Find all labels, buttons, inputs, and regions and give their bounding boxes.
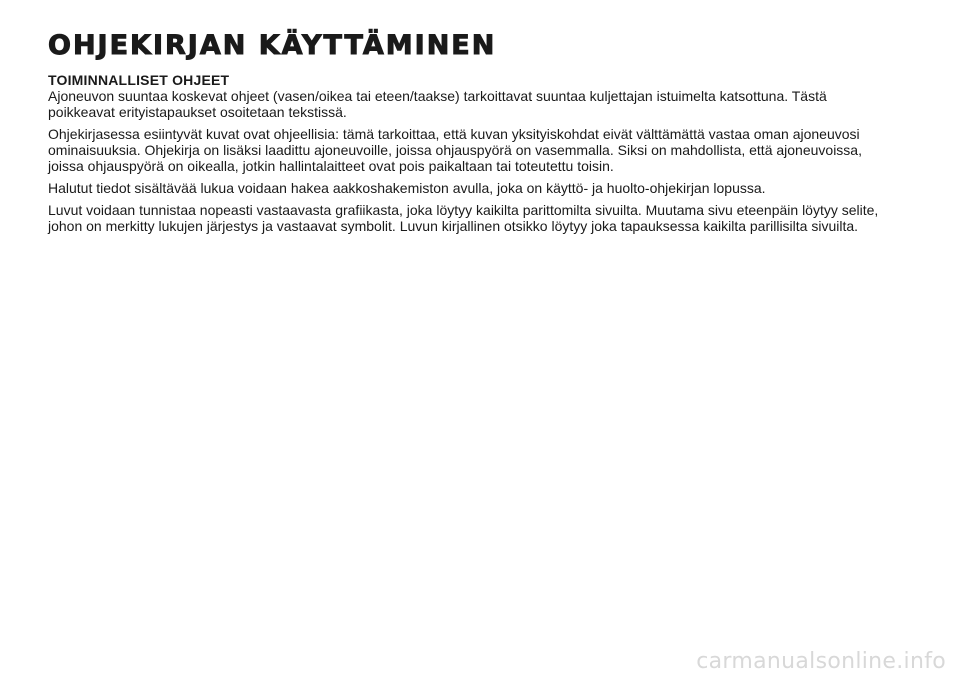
watermark: carmanualsonline.info <box>696 649 946 674</box>
paragraph-chapters: Luvut voidaan tunnistaa nopeasti vastaavasta grafiikasta, joka löytyy kaikilta parittomilta sivuilta. Muutama sivu eteenpäin löytyy selite, johon on merkitty lukujen järjestys ja vastaavat symbolit. Luvun kirjallinen otsikko löytyy joka tapauksessa kaikilta parillisilta sivuilta. <box>48 202 879 234</box>
document-page <box>48 30 888 240</box>
section-subtitle: TOIMINNALLISET OHJEET <box>48 72 230 88</box>
paragraph-images: Ohjekirjasessa esiintyvät kuvat ovat ohjeellisia: tämä tarkoittaa, että kuvan yksityiskohdat eivät välttämättä vastaa oman ajoneuvosi ominaisuuksia. Ohjekirja on lisäksi laadittu ajoneuvoille, joissa ohjauspyörä on vasemmalla. Siksi on mahdollista, että ajoneuvoissa, joissa ohjauspyörä on oikealla, jotkin hallintalaitteet ovat pois paikaltaan tai toteutettu toisin. <box>48 126 862 174</box>
paragraph-direction: Ajoneuvon suuntaa koskevat ohjeet (vasen/oikea tai eteen/taakse) tarkoittavat suuntaa kuljettajan istuimelta katsottuna. Tästä poikkeavat erityistapaukset osoitetaan tekstissä. <box>48 88 827 120</box>
page-title: OHJEKIRJAN KÄYTTÄMINEN <box>48 30 497 61</box>
paragraph-index: Halutut tiedot sisältävää lukua voidaan hakea aakkoshakemiston avulla, joka on käyttö- ja huolto-ohjekirjan lopussa. <box>48 180 766 196</box>
